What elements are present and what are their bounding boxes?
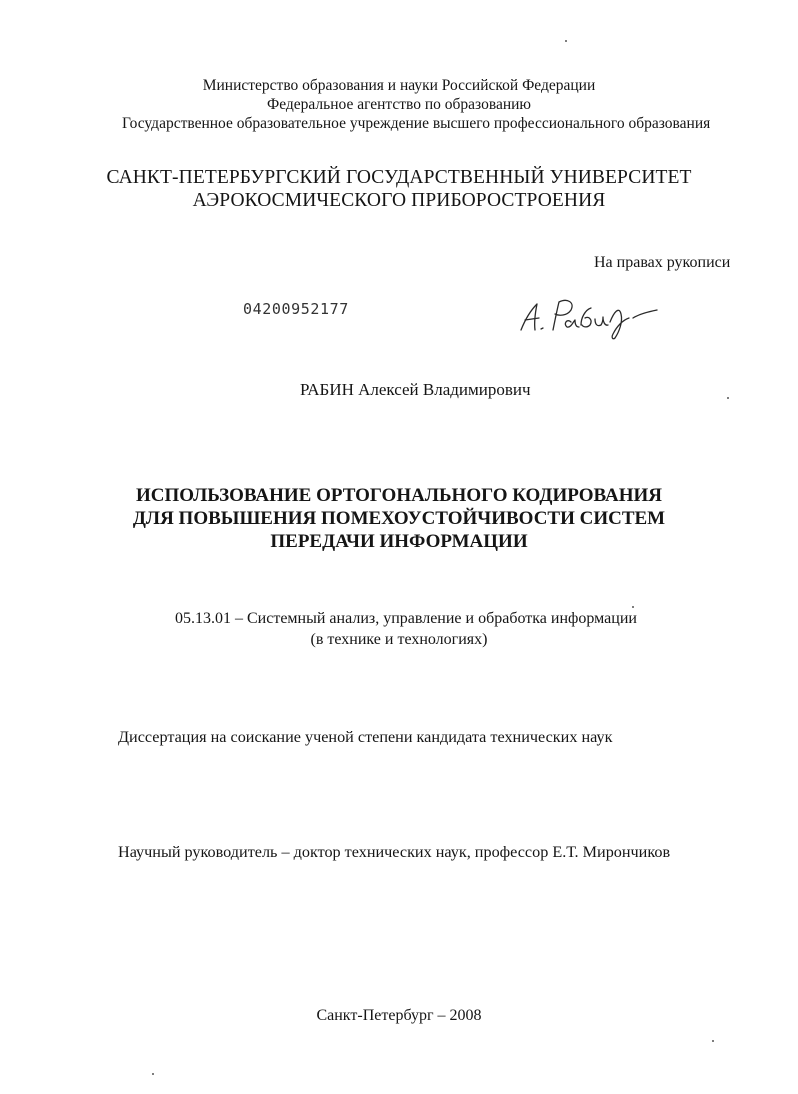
scan-speck bbox=[152, 1073, 154, 1075]
author-name: РАБИН Алексей Владимирович bbox=[300, 380, 531, 399]
author-signature bbox=[515, 292, 665, 342]
ministry-line: Министерство образования и науки Российской Федерации bbox=[202, 77, 596, 94]
manuscript-rights: На правах рукописи bbox=[594, 254, 731, 271]
specialty-code-line: 05.13.01 – Системный анализ, управление и обработка информации bbox=[175, 610, 637, 627]
university-name-line2: АЭРОКОСМИЧЕСКОГО ПРИБОРОСТРОЕНИЯ bbox=[192, 190, 606, 211]
specialty-qualifier-line: (в технике и технологиях) bbox=[310, 631, 488, 648]
institution-line: Государственное образовательное учреждение высшего профессионального образования bbox=[122, 115, 711, 132]
dissertation-title-line2: ДЛЯ ПОВЫШЕНИЯ ПОМЕХОУСТОЙЧИВОСТИ СИСТЕМ bbox=[132, 508, 666, 529]
degree-statement: Диссертация на соискание ученой степени кандидата технических наук bbox=[118, 728, 613, 746]
dissertation-title-line1: ИСПОЛЬЗОВАНИЕ ОРТОГОНАЛЬНОГО КОДИРОВАНИЯ bbox=[136, 485, 662, 506]
place-and-year: Санкт-Петербург – 2008 bbox=[316, 1007, 482, 1024]
scan-speck bbox=[712, 1040, 714, 1042]
scan-speck bbox=[565, 40, 567, 42]
scan-speck bbox=[727, 397, 729, 399]
agency-line: Федеральное агентство по образованию bbox=[266, 96, 532, 113]
scientific-supervisor: Научный руководитель – доктор технических наук, профессор Е.Т. Мирончиков bbox=[118, 843, 671, 861]
scan-speck bbox=[632, 606, 634, 608]
university-name-line1: САНКТ-ПЕТЕРБУРГСКИЙ ГОСУДАРСТВЕННЫЙ УНИВЕРСИТЕТ bbox=[106, 167, 692, 188]
dissertation-title-line3: ПЕРЕДАЧИ ИНФОРМАЦИИ bbox=[270, 531, 528, 552]
registration-number: 04200952177 bbox=[243, 300, 349, 318]
